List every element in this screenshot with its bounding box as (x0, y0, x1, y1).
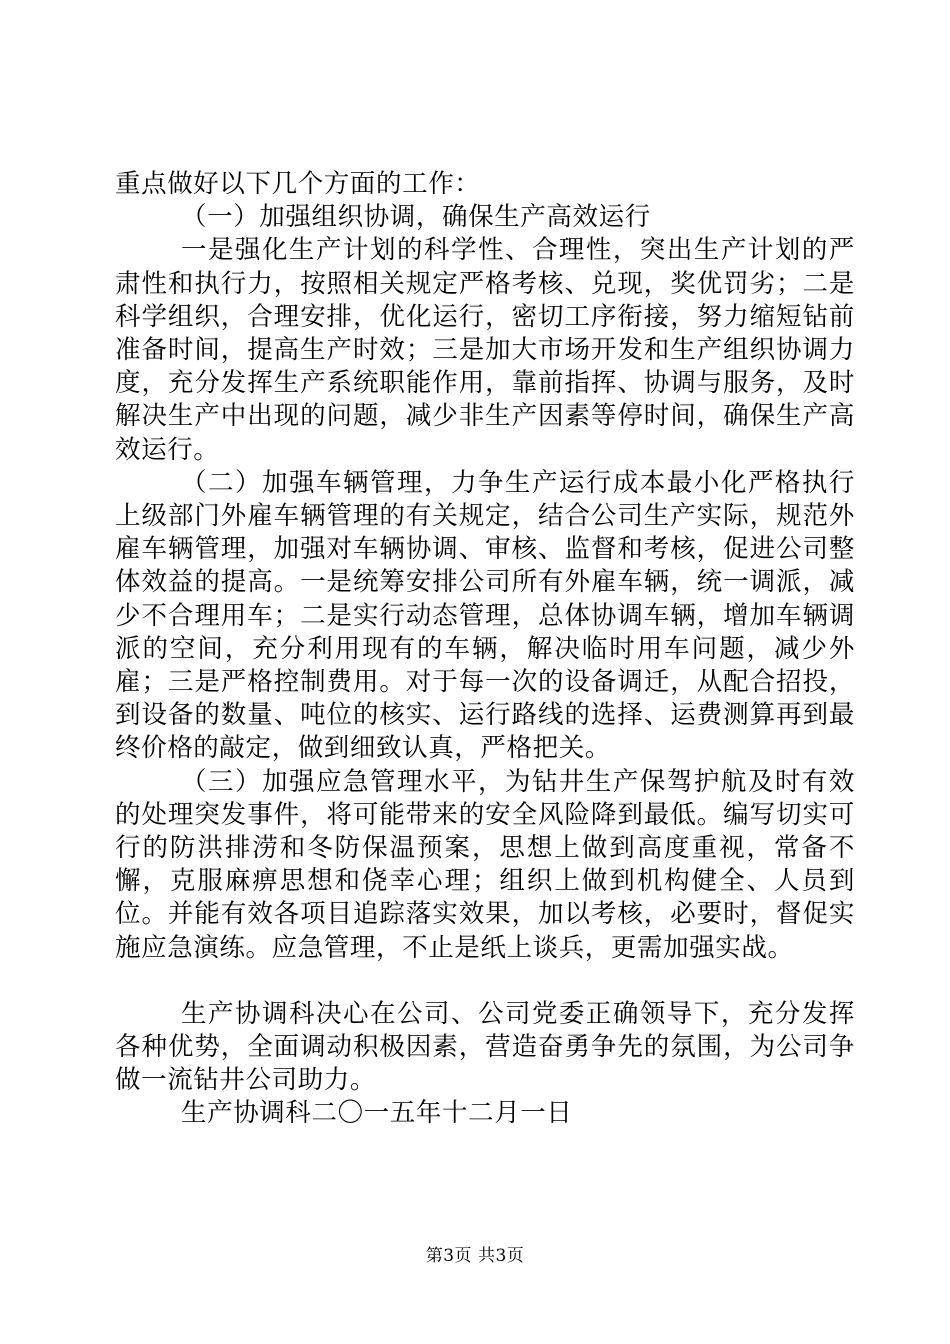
closing-paragraph: 生产协调科决心在公司、公司党委正确领导下，充分发挥各种优势，全面调动积极因素，营造奋勇争先的氛围，为公司争做一流钻井公司助力。 (115, 998, 855, 1096)
signature-date-line: 生产协调科二〇一五年十二月一日 (181, 1098, 573, 1129)
intro-line: 重点做好以下几个方面的工作： (115, 169, 481, 199)
section-paragraph-2: （二）加强车辆管理，力争生产运行成本最小化严格执行上级部门外雇车辆管理的有关规定，结合公司生产实际，规范外雇车辆管理，加强对车辆协调、审核、监督和考核，促进公司整体效益的提高。一是统筹安排公司所有外雇车辆，统一调派，减少不合理用车；二是实行动态管理，总体协调车辆，增加车辆调派的空间，充分利用现有的车辆，解决临时用车问题，减少外雇；三是严格控制费用。对于每一次的设备调迁，从配合招投，到设备的数量、吨位的核实、运行路线的选择、运费测算再到最终价格的敲定，做到细致认真，严格把关。 (115, 467, 855, 764)
page-number-footer: 第3页 共3页 (425, 1246, 525, 1266)
section-paragraph-3: （三）加强应急管理水平，为钻井生产保驾护航及时有效的处理突发事件，将可能带来的安全风险降到最低。编写切实可行的防洪排涝和冬防保温预案，思想上做到高度重视，常备不懈，克服麻痹思想和侥幸心理；组织上做到机构健全、人员到位。并能有效各项目追踪落实效果，加以考核，必要时，督促实施应急演练。应急管理，不止是纸上谈兵，更需加强实战。 (115, 766, 855, 963)
document-body (115, 168, 855, 1131)
section-paragraph-1: 一是强化生产计划的科学性、合理性，突出生产计划的严肃性和执行力，按照相关规定严格考核、兑现，奖优罚劣；二是科学组织，合理安排，优化运行，密切工序衔接，努力缩短钻前准备时间，提高生产时效；三是加大市场开发和生产组织协调力度，充分发挥生产系统职能作用，靠前指挥、协调与服务，及时解决生产中出现的问题，减少非生产因素等停时间，确保生产高效运行。 (115, 235, 855, 465)
section-heading-1: （一）加强组织协调，确保生产高效运行 (181, 202, 651, 233)
